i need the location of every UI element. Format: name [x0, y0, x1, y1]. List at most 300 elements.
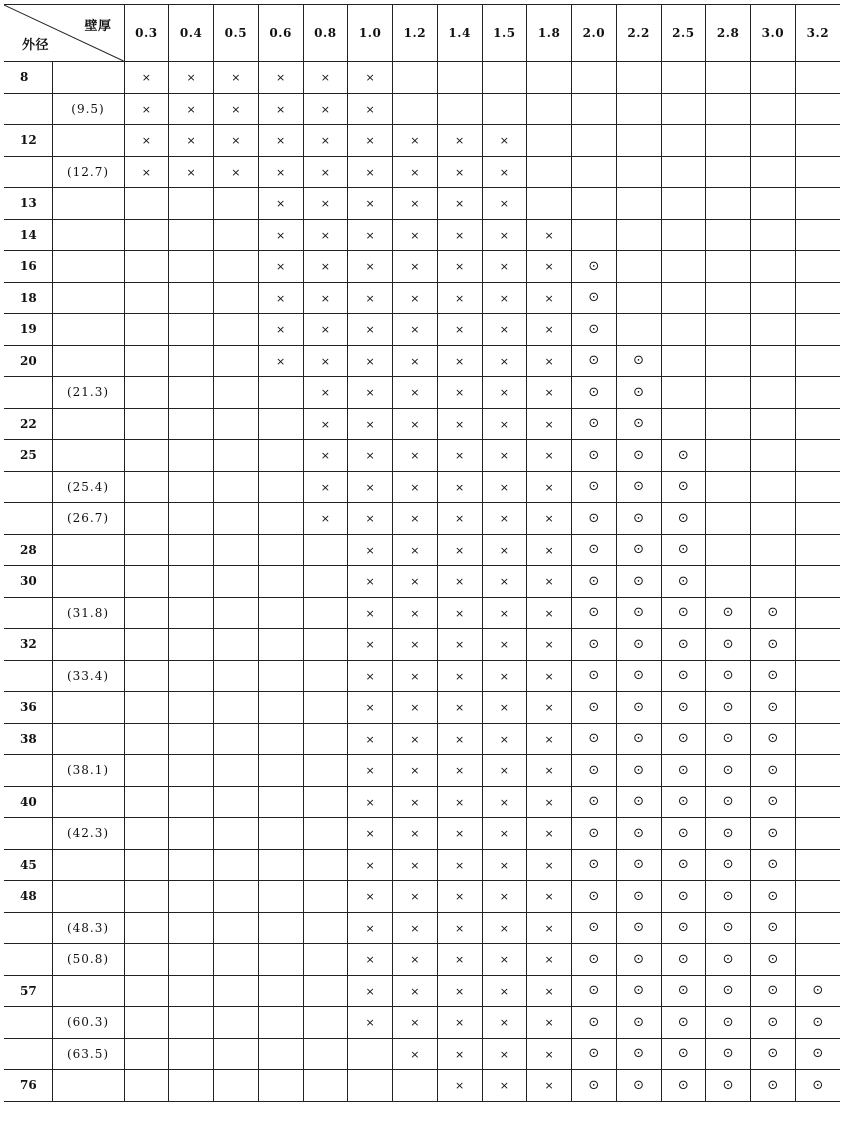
- availability-cell: [482, 786, 527, 818]
- cross-mark-icon: ×: [365, 732, 375, 746]
- availability-cell: [348, 156, 393, 188]
- availability-cell: [348, 503, 393, 535]
- availability-cell: [393, 534, 438, 566]
- availability-cell: [124, 534, 169, 566]
- availability-cell: [169, 786, 214, 818]
- availability-cell: [482, 723, 527, 755]
- table-row: [4, 1070, 840, 1102]
- availability-cell: [706, 786, 751, 818]
- table-row: [4, 660, 840, 692]
- availability-cell: [393, 849, 438, 881]
- cross-mark-icon: ×: [455, 827, 465, 841]
- outer-diameter-alt-cell: [52, 282, 124, 314]
- availability-cell: [303, 597, 348, 629]
- availability-cell: [214, 188, 259, 220]
- availability-cell: [214, 755, 259, 787]
- cross-mark-icon: ×: [455, 480, 465, 494]
- availability-cell: [482, 566, 527, 598]
- availability-cell: [751, 156, 796, 188]
- availability-cell: [437, 345, 482, 377]
- circle-dot-mark-icon: ⊙: [722, 668, 734, 684]
- cross-mark-icon: ×: [499, 575, 509, 589]
- cross-mark-icon: ×: [499, 984, 509, 998]
- outer-diameter-cell: 45: [4, 849, 52, 881]
- availability-cell: [348, 314, 393, 346]
- cross-mark-icon: ×: [365, 984, 375, 998]
- outer-diameter-cell: 36: [4, 692, 52, 724]
- availability-cell: [795, 1038, 840, 1070]
- availability-cell: [706, 566, 751, 598]
- cross-mark-icon: ×: [365, 575, 375, 589]
- circle-dot-mark-icon: ⊙: [677, 447, 689, 463]
- availability-cell: [527, 818, 572, 850]
- availability-cell: [482, 503, 527, 535]
- table-row: [4, 156, 840, 188]
- cross-mark-icon: ×: [455, 1079, 465, 1093]
- circle-dot-mark-icon: ⊙: [722, 1077, 734, 1093]
- table-row: [4, 377, 840, 409]
- availability-cell: [258, 219, 303, 251]
- availability-cell: [482, 440, 527, 472]
- outer-diameter-alt-cell: [52, 314, 124, 346]
- availability-cell: [661, 912, 706, 944]
- availability-cell: [348, 408, 393, 440]
- availability-cell: [661, 944, 706, 976]
- table-row: [4, 1038, 840, 1070]
- cross-mark-icon: ×: [410, 984, 420, 998]
- availability-cell: [169, 282, 214, 314]
- cross-mark-icon: ×: [544, 417, 554, 431]
- availability-cell: [751, 881, 796, 913]
- availability-cell: [482, 188, 527, 220]
- table-row: [4, 723, 840, 755]
- cross-mark-icon: ×: [499, 732, 509, 746]
- cross-mark-icon: ×: [410, 575, 420, 589]
- availability-cell: [795, 818, 840, 850]
- table-row: [4, 566, 840, 598]
- circle-dot-mark-icon: ⊙: [722, 888, 734, 904]
- availability-cell: [303, 755, 348, 787]
- cross-mark-icon: ×: [499, 165, 509, 179]
- circle-dot-mark-icon: ⊙: [677, 920, 689, 936]
- circle-dot-mark-icon: ⊙: [677, 636, 689, 652]
- availability-cell: [437, 62, 482, 94]
- availability-cell: [437, 912, 482, 944]
- availability-cell: [751, 188, 796, 220]
- availability-cell: [124, 1038, 169, 1070]
- availability-cell: [572, 1070, 617, 1102]
- cross-mark-icon: ×: [365, 669, 375, 683]
- availability-cell: [393, 1007, 438, 1039]
- cross-mark-icon: ×: [186, 134, 196, 148]
- availability-cell: [214, 629, 259, 661]
- availability-cell: [482, 881, 527, 913]
- availability-cell: [616, 692, 661, 724]
- cross-mark-icon: ×: [410, 606, 420, 620]
- cross-mark-icon: ×: [276, 71, 286, 85]
- outer-diameter-cell: [4, 660, 52, 692]
- cross-mark-icon: ×: [410, 323, 420, 337]
- cross-mark-icon: ×: [410, 386, 420, 400]
- availability-cell: [348, 597, 393, 629]
- circle-dot-mark-icon: ⊙: [633, 731, 645, 747]
- availability-cell: [348, 125, 393, 157]
- availability-cell: [348, 282, 393, 314]
- availability-cell: [303, 377, 348, 409]
- availability-cell: [303, 975, 348, 1007]
- availability-cell: [258, 944, 303, 976]
- availability-cell: [751, 503, 796, 535]
- cross-mark-icon: ×: [410, 1047, 420, 1061]
- availability-cell: [795, 219, 840, 251]
- availability-cell: [437, 692, 482, 724]
- availability-cell: [795, 377, 840, 409]
- availability-cell: [258, 818, 303, 850]
- availability-cell: [482, 629, 527, 661]
- availability-cell: [303, 440, 348, 472]
- outer-diameter-alt-cell: [52, 975, 124, 1007]
- availability-cell: [572, 471, 617, 503]
- outer-diameter-alt-cell: (50.8): [52, 944, 124, 976]
- availability-cell: [303, 156, 348, 188]
- availability-cell: [258, 534, 303, 566]
- availability-cell: [616, 408, 661, 440]
- availability-cell: [706, 975, 751, 1007]
- availability-cell: [303, 534, 348, 566]
- outer-diameter-alt-cell: [52, 566, 124, 598]
- cross-mark-icon: ×: [455, 323, 465, 337]
- availability-cell: [616, 597, 661, 629]
- cross-mark-icon: ×: [455, 858, 465, 872]
- circle-dot-mark-icon: ⊙: [588, 353, 600, 369]
- availability-cell: [348, 566, 393, 598]
- availability-cell: [616, 723, 661, 755]
- availability-cell: [393, 629, 438, 661]
- cross-mark-icon: ×: [410, 921, 420, 935]
- availability-cell: [482, 1038, 527, 1070]
- outer-diameter-alt-cell: (42.3): [52, 818, 124, 850]
- availability-cell: [482, 251, 527, 283]
- circle-dot-mark-icon: ⊙: [588, 951, 600, 967]
- outer-diameter-cell: [4, 471, 52, 503]
- availability-cell: [751, 471, 796, 503]
- cross-mark-icon: ×: [365, 228, 375, 242]
- availability-cell: [437, 849, 482, 881]
- cross-mark-icon: ×: [455, 197, 465, 211]
- cross-mark-icon: ×: [365, 921, 375, 935]
- outer-diameter-alt-cell: [52, 786, 124, 818]
- availability-cell: [258, 597, 303, 629]
- outer-diameter-cell: 22: [4, 408, 52, 440]
- availability-cell: [169, 345, 214, 377]
- availability-cell: [482, 219, 527, 251]
- availability-cell: [795, 912, 840, 944]
- wall-thickness-label: 壁厚: [84, 19, 112, 34]
- cross-mark-icon: ×: [499, 827, 509, 841]
- availability-cell: [124, 723, 169, 755]
- table-row: [4, 408, 840, 440]
- outer-diameter-cell: [4, 597, 52, 629]
- circle-dot-mark-icon: ⊙: [812, 1014, 824, 1030]
- availability-cell: [214, 660, 259, 692]
- availability-cell: [214, 314, 259, 346]
- thickness-header-1-5: 1.5: [482, 5, 527, 62]
- cross-mark-icon: ×: [320, 260, 330, 274]
- availability-cell: [572, 282, 617, 314]
- cross-mark-icon: ×: [499, 606, 509, 620]
- cross-mark-icon: ×: [410, 795, 420, 809]
- cross-mark-icon: ×: [499, 291, 509, 305]
- availability-cell: [214, 849, 259, 881]
- table-row: [4, 219, 840, 251]
- cross-mark-icon: ×: [499, 638, 509, 652]
- availability-cell: [437, 723, 482, 755]
- availability-cell: [751, 786, 796, 818]
- cross-mark-icon: ×: [499, 921, 509, 935]
- availability-cell: [572, 62, 617, 94]
- circle-dot-mark-icon: ⊙: [633, 668, 645, 684]
- availability-cell: [348, 345, 393, 377]
- availability-cell: [482, 912, 527, 944]
- availability-cell: [393, 786, 438, 818]
- availability-cell: [795, 629, 840, 661]
- circle-dot-mark-icon: ⊙: [722, 794, 734, 810]
- cross-mark-icon: ×: [365, 764, 375, 778]
- cross-mark-icon: ×: [365, 890, 375, 904]
- cross-mark-icon: ×: [499, 795, 509, 809]
- cross-mark-icon: ×: [455, 575, 465, 589]
- availability-cell: [258, 471, 303, 503]
- table-row: [4, 125, 840, 157]
- circle-dot-mark-icon: ⊙: [767, 794, 779, 810]
- availability-cell: [169, 629, 214, 661]
- circle-dot-mark-icon: ⊙: [677, 794, 689, 810]
- availability-cell: [572, 975, 617, 1007]
- circle-dot-mark-icon: ⊙: [677, 699, 689, 715]
- availability-cell: [169, 251, 214, 283]
- cross-mark-icon: ×: [455, 165, 465, 179]
- availability-cell: [437, 1038, 482, 1070]
- circle-dot-mark-icon: ⊙: [588, 290, 600, 306]
- thickness-header-1-8: 1.8: [527, 5, 572, 62]
- circle-dot-mark-icon: ⊙: [588, 1046, 600, 1062]
- availability-cell: [661, 156, 706, 188]
- cross-mark-icon: ×: [320, 480, 330, 494]
- availability-cell: [393, 282, 438, 314]
- cross-mark-icon: ×: [365, 795, 375, 809]
- table-row: [4, 692, 840, 724]
- availability-cell: [124, 849, 169, 881]
- cross-mark-icon: ×: [544, 732, 554, 746]
- availability-cell: [572, 755, 617, 787]
- availability-cell: [258, 1038, 303, 1070]
- availability-cell: [572, 125, 617, 157]
- availability-cell: [572, 251, 617, 283]
- availability-cell: [437, 93, 482, 125]
- availability-cell: [616, 660, 661, 692]
- availability-cell: [258, 660, 303, 692]
- availability-cell: [393, 1070, 438, 1102]
- cross-mark-icon: ×: [141, 102, 151, 116]
- circle-dot-mark-icon: ⊙: [588, 636, 600, 652]
- availability-cell: [795, 975, 840, 1007]
- circle-dot-mark-icon: ⊙: [588, 794, 600, 810]
- availability-cell: [169, 755, 214, 787]
- availability-cell: [258, 786, 303, 818]
- outer-diameter-cell: [4, 818, 52, 850]
- availability-cell: [169, 881, 214, 913]
- outer-diameter-cell: [4, 944, 52, 976]
- availability-cell: [661, 534, 706, 566]
- cross-mark-icon: ×: [544, 1016, 554, 1030]
- availability-cell: [124, 156, 169, 188]
- circle-dot-mark-icon: ⊙: [812, 1046, 824, 1062]
- availability-cell: [303, 818, 348, 850]
- cross-mark-icon: ×: [544, 323, 554, 337]
- availability-cell: [258, 881, 303, 913]
- availability-cell: [706, 314, 751, 346]
- availability-cell: [303, 692, 348, 724]
- availability-cell: [124, 471, 169, 503]
- availability-cell: [124, 503, 169, 535]
- availability-cell: [527, 881, 572, 913]
- circle-dot-mark-icon: ⊙: [722, 731, 734, 747]
- cross-mark-icon: ×: [276, 323, 286, 337]
- circle-dot-mark-icon: ⊙: [767, 699, 779, 715]
- availability-cell: [214, 912, 259, 944]
- availability-cell: [751, 912, 796, 944]
- availability-cell: [437, 566, 482, 598]
- cross-mark-icon: ×: [544, 764, 554, 778]
- outer-diameter-alt-cell: [52, 125, 124, 157]
- availability-cell: [572, 818, 617, 850]
- circle-dot-mark-icon: ⊙: [588, 573, 600, 589]
- availability-cell: [616, 1007, 661, 1039]
- availability-cell: [214, 881, 259, 913]
- availability-cell: [795, 786, 840, 818]
- availability-cell: [706, 660, 751, 692]
- circle-dot-mark-icon: ⊙: [588, 825, 600, 841]
- availability-cell: [482, 314, 527, 346]
- availability-cell: [214, 786, 259, 818]
- availability-cell: [661, 818, 706, 850]
- circle-dot-mark-icon: ⊙: [588, 699, 600, 715]
- cross-mark-icon: ×: [455, 134, 465, 148]
- cross-mark-icon: ×: [410, 1016, 420, 1030]
- thickness-header-1-4: 1.4: [437, 5, 482, 62]
- cross-mark-icon: ×: [410, 858, 420, 872]
- cross-mark-icon: ×: [499, 260, 509, 274]
- availability-cell: [258, 345, 303, 377]
- circle-dot-mark-icon: ⊙: [633, 416, 645, 432]
- table-row: [4, 944, 840, 976]
- availability-cell: [795, 1007, 840, 1039]
- cross-mark-icon: ×: [455, 417, 465, 431]
- availability-cell: [795, 408, 840, 440]
- cross-mark-icon: ×: [365, 1016, 375, 1030]
- cross-mark-icon: ×: [320, 512, 330, 526]
- availability-cell: [393, 944, 438, 976]
- availability-cell: [527, 408, 572, 440]
- outer-diameter-alt-cell: [52, 534, 124, 566]
- cross-mark-icon: ×: [141, 165, 151, 179]
- availability-cell: [169, 534, 214, 566]
- cross-mark-icon: ×: [410, 134, 420, 148]
- circle-dot-mark-icon: ⊙: [767, 951, 779, 967]
- cross-mark-icon: ×: [186, 165, 196, 179]
- availability-cell: [751, 723, 796, 755]
- thickness-header-0-8: 0.8: [303, 5, 348, 62]
- circle-dot-mark-icon: ⊙: [722, 920, 734, 936]
- table-row: [4, 849, 840, 881]
- cross-mark-icon: ×: [544, 386, 554, 400]
- availability-cell: [214, 597, 259, 629]
- availability-cell: [169, 660, 214, 692]
- outer-diameter-alt-cell: [52, 440, 124, 472]
- availability-cell: [303, 723, 348, 755]
- cross-mark-icon: ×: [320, 449, 330, 463]
- availability-cell: [214, 975, 259, 1007]
- availability-cell: [572, 723, 617, 755]
- availability-cell: [482, 125, 527, 157]
- table-row: [4, 440, 840, 472]
- table-row: [4, 62, 840, 94]
- availability-cell: [795, 251, 840, 283]
- availability-cell: [437, 503, 482, 535]
- circle-dot-mark-icon: ⊙: [633, 857, 645, 873]
- availability-cell: [348, 660, 393, 692]
- availability-cell: [124, 251, 169, 283]
- cross-mark-icon: ×: [455, 701, 465, 715]
- cross-mark-icon: ×: [544, 1079, 554, 1093]
- availability-cell: [795, 660, 840, 692]
- availability-cell: [706, 912, 751, 944]
- availability-cell: [706, 251, 751, 283]
- cross-mark-icon: ×: [455, 890, 465, 904]
- availability-cell: [527, 534, 572, 566]
- cross-mark-icon: ×: [499, 480, 509, 494]
- availability-cell: [393, 503, 438, 535]
- cross-mark-icon: ×: [410, 701, 420, 715]
- availability-cell: [303, 881, 348, 913]
- availability-cell: [258, 692, 303, 724]
- circle-dot-mark-icon: ⊙: [633, 699, 645, 715]
- availability-cell: [706, 818, 751, 850]
- availability-cell: [661, 188, 706, 220]
- availability-cell: [527, 188, 572, 220]
- availability-cell: [572, 597, 617, 629]
- circle-dot-mark-icon: ⊙: [633, 636, 645, 652]
- availability-cell: [795, 156, 840, 188]
- availability-cell: [616, 314, 661, 346]
- circle-dot-mark-icon: ⊙: [722, 983, 734, 999]
- circle-dot-mark-icon: ⊙: [588, 857, 600, 873]
- availability-cell: [258, 1007, 303, 1039]
- cross-mark-icon: ×: [365, 638, 375, 652]
- availability-cell: [348, 818, 393, 850]
- availability-cell: [616, 566, 661, 598]
- availability-cell: [706, 408, 751, 440]
- availability-cell: [393, 881, 438, 913]
- availability-cell: [795, 503, 840, 535]
- cross-mark-icon: ×: [320, 197, 330, 211]
- availability-cell: [751, 345, 796, 377]
- availability-cell: [527, 219, 572, 251]
- cross-mark-icon: ×: [365, 134, 375, 148]
- availability-cell: [124, 188, 169, 220]
- availability-cell: [258, 156, 303, 188]
- availability-cell: [348, 219, 393, 251]
